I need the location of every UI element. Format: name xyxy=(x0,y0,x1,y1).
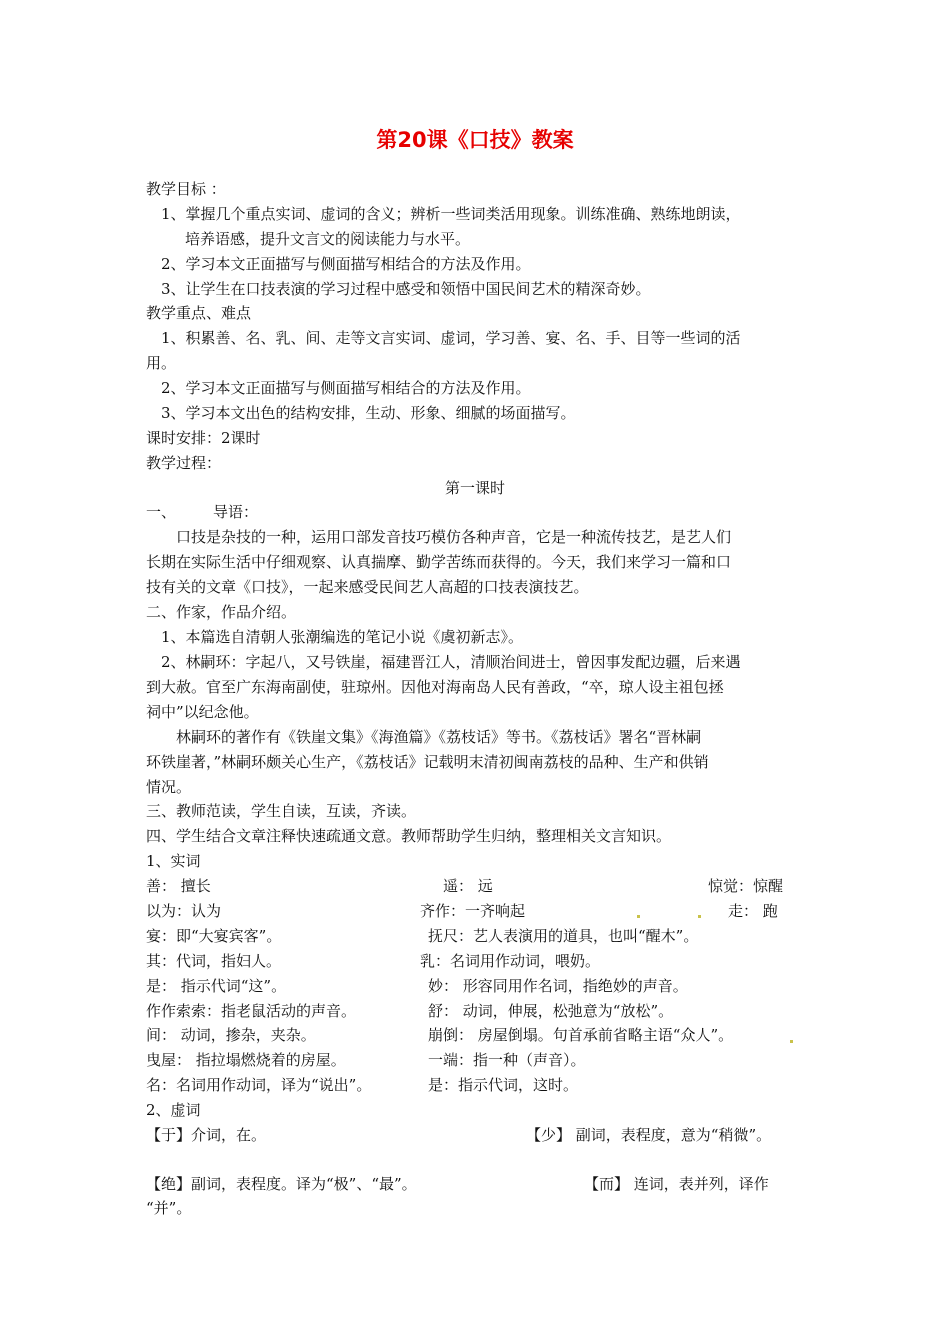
glossary-term: 宴：即“大宴宾客”。 xyxy=(146,927,282,945)
keypoint-item: 2、学习本文正面描写与侧面描写相结合的方法及作用。 xyxy=(161,379,531,397)
process-heading: 教学过程： xyxy=(146,454,222,472)
glossary-term: 善： 擅长 xyxy=(146,877,211,895)
glossary-term: 遥： 远 xyxy=(443,877,493,895)
paragraph-line: 环铁崖著，”林嗣环颇关心生产，《荔枝话》记载明末清初闽南荔枝的品种、生产和供销 xyxy=(146,753,709,771)
keypoints-heading: 教学重点、难点 xyxy=(146,304,252,322)
glossary-term: 妙： 形容同用作名词，指绝妙的声音。 xyxy=(428,977,688,995)
glossary-term: 【于】介词，在。 xyxy=(146,1126,267,1144)
glossary-term: 其：代词，指妇人。 xyxy=(146,952,282,970)
section-heading: 四、学生结合文章注释快速疏通文意。教师帮助学生归纳，整理相关文言知识。 xyxy=(146,827,672,845)
stray-dot xyxy=(637,915,640,918)
page-title: 第20课《口技》教案 xyxy=(376,128,574,152)
section-heading: 导语： xyxy=(213,503,259,521)
glossary-term: 曳屋： 指拉塌燃烧着的房屋。 xyxy=(146,1051,346,1069)
glossary-term: 以为：认为 xyxy=(146,902,222,920)
goal-item: 2、学习本文正面描写与侧面描写相结合的方法及作用。 xyxy=(161,255,531,273)
keypoint-item: 用。 xyxy=(146,354,177,372)
glossary-term: 乳：名词用作动词，喂奶。 xyxy=(420,952,601,970)
paragraph-line: 祠中”以纪念他。 xyxy=(146,703,259,721)
glossary-term: 舒： 动词，伸展，松弛意为“放松”。 xyxy=(428,1002,674,1020)
glossary-term: 【而】 连词，表并列，译作 xyxy=(584,1175,769,1193)
stray-dot xyxy=(790,1040,793,1043)
paragraph-line: 口技是杂技的一种，运用口部发音技巧模仿各种声音，它是一种流传技艺，是艺人们 xyxy=(176,528,732,546)
glossary-term: 名：名词用作动词，译为“说出”。 xyxy=(146,1076,372,1094)
paragraph-line: 长期在实际生活中仔细观察、认真揣摩、勤学苦练而获得的。今天，我们来学习一篇和口 xyxy=(146,553,732,571)
paragraph-line: 2、林嗣环：字起八，又号铁崖，福建晋江人，清顺治间进士，曾因事发配边疆，后来遇 xyxy=(161,653,741,671)
goals-heading: 教学目标 ： xyxy=(146,180,226,198)
paragraph-line: 到大赦。官至广东海南副使，驻琼州。因他对海南岛人民有善政，“卒，琼人设主祖包拯 xyxy=(146,678,724,696)
paragraph-line: 1、本篇选自清朝人张潮编选的笔记小说《虞初新志》。 xyxy=(161,628,524,646)
section-number: 一、 xyxy=(146,503,177,521)
keypoint-item: 3、学习本文出色的结构安排，生动、形象、细腻的场面描写。 xyxy=(161,404,576,422)
glossary-term: “并”。 xyxy=(146,1199,192,1217)
keypoint-item: 1、积累善、名、乳、间、走等文言实词、虚词，学习善、宴、名、手、目等一些词的活 xyxy=(161,329,741,347)
paragraph-line: 情况。 xyxy=(146,778,192,796)
glossary-term: 是： 指示代词“这”。 xyxy=(146,977,287,995)
glossary-term: 惊觉：惊醒 xyxy=(708,877,784,895)
goal-item: 3、让学生在口技表演的学习过程中感受和领悟中国民间艺术的精深奇妙。 xyxy=(161,280,651,298)
glossary-term: 间： 动词，掺杂，夹杂。 xyxy=(146,1026,316,1044)
glossary-term: 一端：指一种（声音）。 xyxy=(428,1051,586,1069)
section-heading: 二、作家，作品介绍。 xyxy=(146,603,297,621)
glossary-term: 【绝】副词，表程度。译为“极”、“最”。 xyxy=(146,1175,417,1193)
glossary-term: 【少】 副词，表程度，意为“稍微”。 xyxy=(526,1126,772,1144)
schedule-line: 课时安排：2课时 xyxy=(146,429,261,447)
glossary-term: 走： 跑 xyxy=(728,902,778,920)
goal-item: 1、掌握几个重点实词、虚词的含义；辨析一些词类活用现象。训练准确、熟练地朗读， xyxy=(161,205,741,223)
glossary-term: 是：指示代词，这时。 xyxy=(428,1076,579,1094)
stray-dot xyxy=(698,915,701,918)
lesson-heading: 第一课时 xyxy=(444,479,505,497)
xuci-heading: 2、虚词 xyxy=(146,1101,201,1119)
shici-heading: 1、实词 xyxy=(146,852,201,870)
goal-item: 培养语感，提升文言文的阅读能力与水平。 xyxy=(185,230,471,248)
glossary-term: 抚尺：艺人表演用的道具，也叫“醒木”。 xyxy=(428,927,699,945)
paragraph-line: 林嗣环的著作有《铁崖文集》《海渔篇》《荔枝话》等书。《荔枝话》署名“晋林嗣 xyxy=(176,728,702,746)
glossary-term: 齐作：一齐响起 xyxy=(420,902,526,920)
paragraph-line: 技有关的文章《口技》，一起来感受民间艺人高超的口技表演技艺。 xyxy=(146,578,589,596)
glossary-term: 崩倒： 房屋倒塌。句首承前省略主语“众人”。 xyxy=(428,1026,734,1044)
glossary-term: 作作索索：指老鼠活动的声音。 xyxy=(146,1002,357,1020)
section-heading: 三、教师范读，学生自读，互读，齐读。 xyxy=(146,802,417,820)
